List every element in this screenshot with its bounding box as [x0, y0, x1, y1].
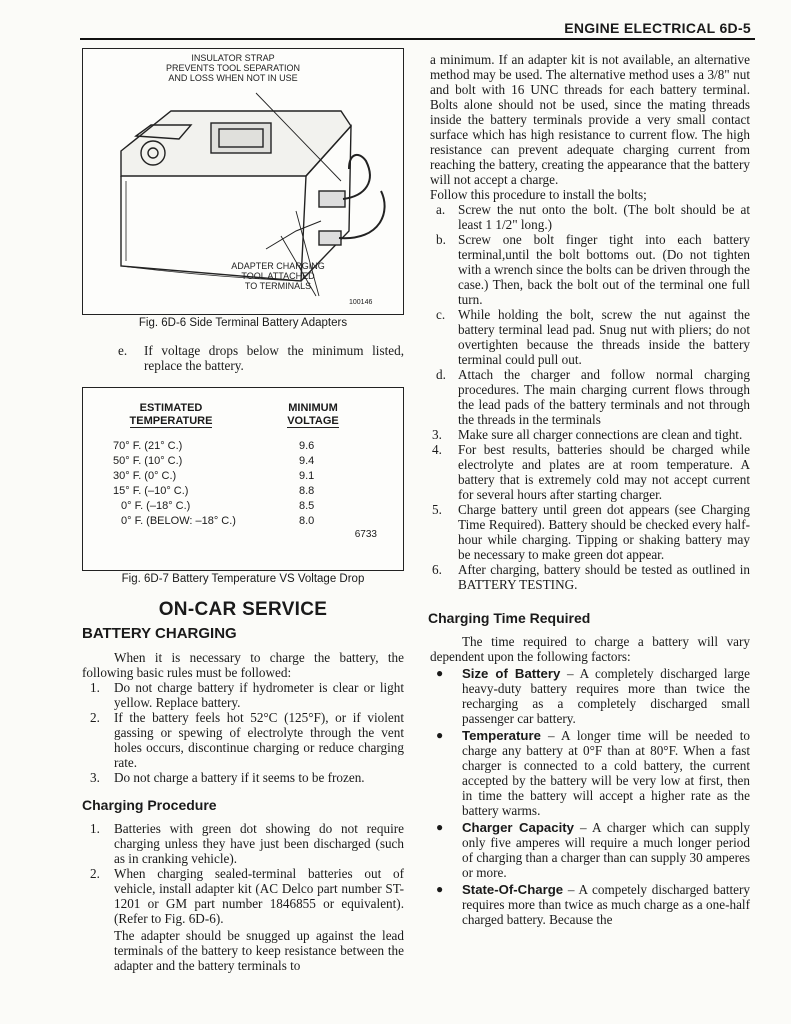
list-item: ● Size of Battery – A completely discharged large heavy-duty battery requires more than twice the recharging as a completely discharged small passenger car battery. [436, 666, 750, 726]
fig1-label-top: INSULATOR STRAP PREVENTS TOOL SEPARATION AND LOSS WHEN NOT IN USE [165, 53, 301, 83]
charging-rules-list [82, 680, 404, 785]
charging-time-intro: The time required to charge a battery will vary dependent upon the following factors: [430, 634, 750, 664]
table-header-temperature: ESTIMATED TEMPERATURE [129, 402, 213, 427]
list-item: 1. Do not charge battery if hydrometer is clear or light yellow. Replace battery. [90, 680, 404, 710]
heading-battery-charging: BATTERY CHARGING [82, 625, 237, 642]
fig1-label-bottom: ADAPTER CHARGING TOOL ATTACHED TO TERMINALS [231, 261, 325, 291]
step-e [82, 343, 404, 373]
left-column [82, 48, 404, 973]
adapter-continued-paragraph: a minimum. If an adapter kit is not available, an alternative method may be used. The alternative method uses a 3/8" nut and bolt with 16 UNC threads for each battery terminal. Bolts alone should not be used, since the mating threads inside the battery terminals provide a very small contact surface which has high resistance to current flow. The high resistance can prevent adequate charging current from reaching the battery, creating the appearance that the battery will not accept a charge. [430, 52, 750, 187]
right-column [430, 52, 750, 927]
list-item: c. While holding the bolt, screw the nut against the battery terminal lead pad. Snug nut with pliers; do not overtighten because the threads inside the battery terminal could pull out. [436, 307, 750, 367]
table-row: 50° F. (10° C.) 9.4 [113, 455, 315, 467]
adapter-paragraph: The adapter should be snugged up against the lead terminals of the battery to keep resistance between the adapter and the battery terminals to [114, 928, 404, 973]
charging-steps-list [430, 427, 750, 592]
fig1-caption: Fig. 6D-6 Side Terminal Battery Adapters [138, 317, 348, 329]
list-item: ● Temperature – A longer time will be needed to charge any battery at 0°F than at 80°F. When a fast charger is connected to a cold battery, the current accepted by the battery will be very low at first, then in time the battery will accept a higher rate as the battery warms. [436, 728, 750, 818]
step-e-text: If voltage drops below the minimum listed, replace the battery. [144, 343, 404, 373]
table-row: 0° F. (–18° C.) 8.5 [121, 500, 315, 512]
charging-procedure-list [82, 821, 404, 926]
section-title-on-car-service: ON-CAR SERVICE [158, 599, 328, 620]
fig1-id: 100146 [349, 299, 373, 306]
list-item: 2. If the battery feels hot 52°C (125°F), or if violent gassing or spewing of electrolyte through the vent holes occurs, discontinue charging or reduce charging rate. [90, 710, 404, 770]
list-item: 3. Do not charge a battery if it seems to be frozen. [90, 770, 365, 785]
charging-factors-list [430, 666, 750, 927]
bullet-icon: ● [436, 728, 444, 742]
step-e-num: e. [118, 343, 128, 358]
bolt-procedure-list [430, 202, 750, 427]
list-item: 3. Make sure all charger connections are clean and tight. [432, 427, 743, 442]
list-item: 6. After charging, battery should be tested as outlined in BATTERY TESTING. [432, 562, 750, 592]
follow-procedure-text: Follow this procedure to install the bolts; [430, 187, 647, 202]
list-item: b. Screw one bolt finger tight into each battery terminal,until the bolt bottoms out. (Do not tighten with a wrench since the bolts can be driven through the case.) Then, back the bolt out of the terminal one full turn. [436, 232, 750, 307]
table-row: 0° F. (BELOW: –18° C.) 8.0 [121, 515, 315, 527]
list-item: a. Screw the nut onto the bolt. (The bolt should be at least 1 1/2" long.) [436, 202, 750, 232]
heading-charging-time-required: Charging Time Required [428, 610, 591, 626]
list-item: 5. Charge battery until green dot appears (see Charging Time Required). Battery should be checked every half-hour while charging. Tipping or shaking battery may be necessary to make green dot appear. [432, 502, 750, 562]
bullet-icon: ● [436, 666, 444, 680]
header-rule [80, 38, 755, 40]
table-row: 15° F. (–10° C.) 8.8 [113, 485, 315, 497]
table-row: 30° F. (0° C.) 9.1 [113, 470, 315, 482]
list-item: 4. For best results, batteries should be charged while electrolyte and plates are at room temperature. A battery that is extremely cold may not accept current for several hours after starting charger. [432, 442, 750, 502]
fig2-caption: Fig. 6D-7 Battery Temperature VS Voltage Drop [121, 573, 365, 585]
list-item: 1. Batteries with green dot showing do not require charging unless they have just been discharged (such as in cranking vehicle). [90, 821, 404, 866]
battery-charging-intro: When it is necessary to charge the battery, the following basic rules must be followed: [82, 650, 404, 680]
list-item: ● State-Of-Charge – A competely discharged battery requires more than twice as much charge as a one-half charged battery. Because the [436, 882, 750, 927]
bullet-icon: ● [436, 820, 444, 834]
figure-temperature-voltage-table [82, 387, 404, 571]
list-item: ● Charger Capacity – A charger which can supply only five amperes will require a much longer period of charging than a charger than can supply 30 amperes or more. [436, 820, 750, 880]
table-row: 70° F. (21° C.) 9.6 [113, 440, 315, 452]
table-header-voltage: MINIMUM VOLTAGE [287, 402, 339, 427]
bullet-icon: ● [436, 882, 444, 896]
page-header: ENGINE ELECTRICAL 6D-5 [564, 20, 751, 36]
figure-battery-adapters [82, 48, 404, 315]
list-item: d. Attach the charger and follow normal charging procedures. The main charging current flows through the lead pads of the battery terminals and not through the threads in the terminals [436, 367, 750, 427]
list-item: 2. When charging sealed-terminal batteries out of vehicle, install adapter kit (AC Delco part number ST-1201 or GM part number 1846855 or equivalent). (Refer to Fig. 6D-6). [90, 866, 404, 926]
heading-charging-procedure: Charging Procedure [82, 797, 217, 813]
table-code: 6733 [354, 529, 377, 540]
